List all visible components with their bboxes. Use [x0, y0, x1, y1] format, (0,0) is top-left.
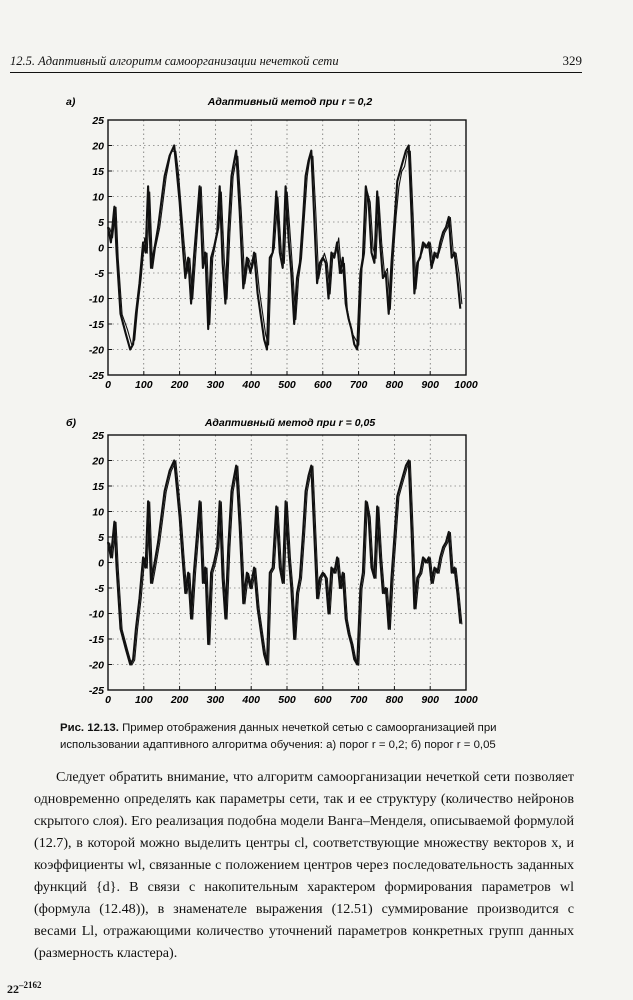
x-tick-label: 800 — [385, 379, 404, 391]
chart-title-a: Адаптивный метод при r = 0,2 — [207, 96, 373, 108]
y-tick-label: 25 — [92, 430, 104, 442]
y-tick-label: 25 — [92, 115, 104, 127]
y-tick-label: 0 — [98, 242, 104, 255]
series-line-original — [108, 461, 460, 665]
caption-line-1 — [60, 720, 600, 737]
series-line-model — [110, 151, 462, 345]
x-tick-label: 1000 — [454, 694, 478, 706]
body-paragraph: Следует обратить внимание, что алгоритм самоорганизации нечеткой сети позволяет одновременно определять как параметры сети, так и ее структуру (количество нейронов скрытого слоя). Его реализация подобна модели Ванга–Менделя, описываемой формулой (12.7), в которой можно выделить центры cl, соответствующие множеству векторов x, и коэффициенты wl, связанные с положением центров через последовательность заданных функций {d}. В связи с накопительным характером формирования параметров wl (формула (12.48)), в знаменателе выражения (12.51) суммирование производится с весами Ll, отражающими количество уточнений параметров конкретных групп данных (размерность кластера). — [34, 769, 574, 961]
y-tick-label: 20 — [92, 140, 104, 153]
x-tick-label: 100 — [135, 379, 153, 391]
y-tick-label: -5 — [94, 583, 104, 595]
x-tick-label: 400 — [242, 379, 260, 391]
y-tick-label: 15 — [92, 166, 104, 178]
x-tick-label: 0 — [105, 379, 111, 391]
caption-line-2: использовании адаптивного алгоритма обучения: а) порог r = 0,2; б) порог r = 0,05 — [60, 739, 496, 751]
x-tick-label: 500 — [278, 379, 296, 391]
x-tick-label: 700 — [349, 694, 368, 706]
y-tick-label: -15 — [88, 634, 104, 646]
x-tick-label: 700 — [349, 379, 368, 391]
x-tick-label: 300 — [206, 694, 225, 706]
chart-panel-b — [0, 405, 633, 715]
chart-svg-a — [0, 90, 633, 400]
figure-caption — [60, 720, 600, 754]
panel-label-a: a) — [66, 96, 76, 108]
x-tick-label: 500 — [278, 694, 296, 706]
running-header — [10, 52, 582, 73]
panel-label-b: б) — [66, 417, 76, 429]
signature-sup: –2162 — [19, 980, 42, 990]
y-tick-label: -20 — [88, 659, 104, 672]
y-tick-label: 5 — [98, 532, 104, 544]
x-tick-label: 600 — [314, 379, 332, 391]
x-tick-label: 200 — [170, 694, 189, 706]
y-tick-label: 10 — [92, 506, 104, 519]
y-tick-label: -20 — [88, 344, 104, 357]
series-line-original — [108, 146, 460, 350]
caption-text-1: Пример отображения данных нечеткой сетью с самоорганизацией при — [122, 722, 497, 734]
x-tick-label: 400 — [242, 694, 260, 706]
x-tick-label: 900 — [421, 694, 439, 706]
x-tick-label: 800 — [385, 694, 404, 706]
signature-number: 22 — [7, 982, 19, 996]
plot-area-b — [89, 430, 478, 706]
chart-panel-a — [0, 90, 633, 400]
page-number: 329 — [562, 53, 582, 68]
y-tick-label: -5 — [94, 268, 104, 280]
chart-svg-b — [0, 405, 633, 715]
x-tick-label: 900 — [421, 379, 439, 391]
y-tick-label: 10 — [92, 191, 104, 204]
x-tick-label: 600 — [314, 694, 332, 706]
x-tick-label: 1000 — [454, 379, 478, 391]
y-tick-label: 0 — [98, 557, 104, 570]
caption-label: Рис. 12.13. — [60, 722, 119, 734]
y-tick-label: -25 — [88, 370, 104, 382]
section-title: 12.5. Адаптивный алгоритм самоорганизации нечеткой сети — [10, 54, 339, 68]
y-tick-label: -15 — [88, 319, 104, 331]
y-tick-label: 20 — [92, 455, 104, 468]
y-tick-label: -25 — [88, 685, 104, 697]
x-tick-label: 200 — [170, 379, 189, 391]
body-text — [34, 766, 574, 964]
signature-mark — [7, 980, 42, 997]
y-tick-label: -10 — [88, 608, 104, 621]
x-tick-label: 300 — [206, 379, 225, 391]
x-tick-label: 100 — [135, 694, 153, 706]
y-tick-label: -10 — [88, 293, 104, 306]
y-tick-label: 5 — [98, 217, 104, 229]
y-tick-label: 15 — [92, 481, 104, 493]
x-tick-label: 0 — [105, 694, 111, 706]
plot-area-a — [89, 115, 478, 391]
chart-title-b: Адаптивный метод при r = 0,05 — [204, 417, 376, 429]
